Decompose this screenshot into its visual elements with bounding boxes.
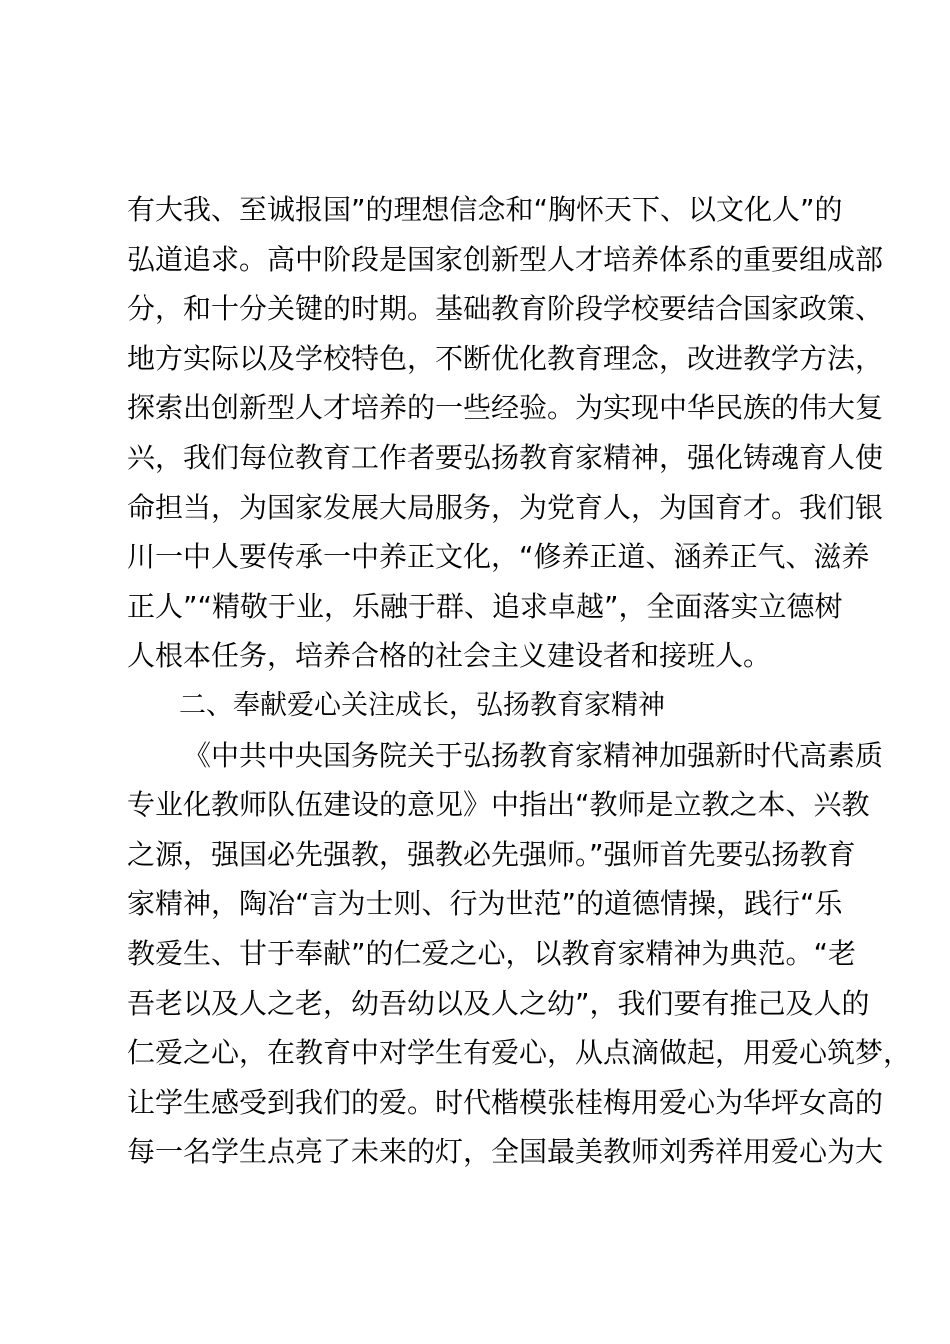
paragraph-line: 命担当，为国家发展大局服务，为党育人，为国育才。我们银 — [127, 490, 884, 524]
paragraph-line: 吾老以及人之老，幼吾幼以及人之幼”，我们要有推己及人的 — [127, 986, 870, 1020]
paragraph-line: 专业化教师队伍建设的意见》中指出“教师是立教之本、兴教 — [127, 788, 870, 822]
paragraph-line: 家精神，陶冶“言为士则、行为世范”的道德情操，践行“乐 — [127, 887, 843, 921]
paragraph-line: 仁爱之心，在教育中对学生有爱心，从点滴做起，用爱心筑梦， — [127, 1036, 912, 1070]
paragraph-line: 《中共中央国务院关于弘扬教育家精神加强新时代高素质 — [183, 738, 884, 772]
paragraph-1 — [127, 185, 884, 681]
paragraph-line: 让学生感受到我们的爱。时代楷模张桂梅用爱心为华坪女高的 — [127, 1085, 884, 1119]
paragraph-line: 之源，强国必先强教，强教必先强师。”强师首先要弘扬教育 — [127, 837, 856, 871]
paragraph-line: 弘道追求。高中阶段是国家创新型人才培养体系的重要组成部 — [127, 242, 884, 276]
paragraph-line: 川一中人要传承一中养正文化，“修养正道、涵养正气、滋养 — [127, 540, 870, 574]
paragraph-line: 地方实际以及学校特色，不断优化教育理念，改进教学方法， — [127, 341, 884, 375]
section-heading: 二、奉献爱心关注成长，弘扬教育家精神 — [179, 689, 665, 721]
paragraph-line: 探索出创新型人才培养的一些经验。为实现中华民族的伟大复 — [127, 391, 884, 425]
paragraph-2 — [127, 731, 912, 1177]
paragraph-line: 兴，我们每位教育工作者要弘扬教育家精神，强化铸魂育人使 — [127, 440, 884, 474]
paragraph-line: 正人”“精敬于业，乐融于群、追求卓越”，全面落实立德树 — [127, 589, 843, 623]
paragraph-line: 教爱生、甘于奉献”的仁爱之心，以教育家精神为典范。“老 — [127, 936, 857, 970]
paragraph-line: 有大我、至诚报国”的理想信念和“胸怀天下、以文化人”的 — [127, 193, 843, 226]
paragraph-line: 每一名学生点亮了未来的灯，全国最美教师刘秀祥用爱心为大 — [127, 1135, 884, 1169]
paragraph-line: 人根本任务，培养合格的社会主义建设者和接班人。 — [127, 639, 772, 673]
document-body — [127, 185, 912, 1177]
paragraph-line: 分，和十分关键的时期。基础教育阶段学校要结合国家政策、 — [127, 292, 884, 326]
